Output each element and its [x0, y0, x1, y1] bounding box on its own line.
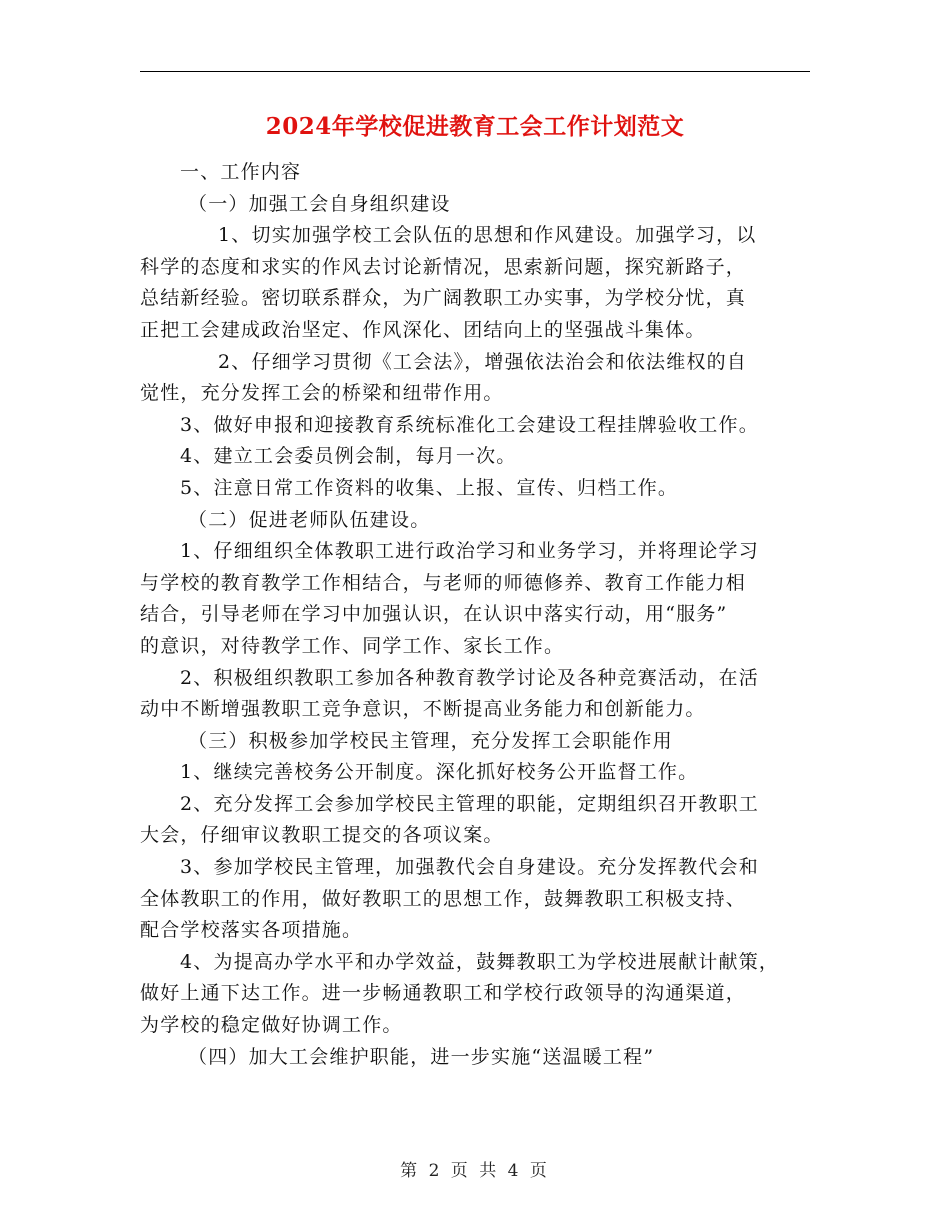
body-line: 正把工会建成政治坚定、作风深化、团结向上的坚强战斗集体。 [140, 318, 706, 341]
body-line: 一、工作内容 [180, 161, 302, 183]
body-line: （二）促进老师队伍建设。 [188, 508, 431, 531]
body-line: 动中不断增强教职工竞争意识，不断提高业务能力和创新能力。 [140, 698, 706, 721]
body-line: 2、积极组织教职工参加各种教育教学讨论及各种竞赛活动，在活 [180, 666, 759, 689]
body-line: 配合学校落实各项措施。 [140, 919, 363, 942]
body-line: 2、仔细学习贯彻《工会法》，增强依法治会和依法维权的自 [218, 350, 747, 373]
body-line: （四）加大工会维护职能，进一步实施“送温暖工程” [188, 1045, 655, 1068]
body-line: 1、切实加强学校工会队伍的思想和作风建设。加强学习，以 [218, 224, 757, 247]
body-line: 觉性，充分发挥工会的桥梁和纽带作用。 [140, 382, 504, 405]
body-line: 的意识，对待教学工作、同学工作、家长工作。 [140, 634, 565, 657]
document-body [140, 157, 812, 1073]
page-number: 第 2 页 共 4 页 [400, 1161, 550, 1181]
body-line: 为学校的稳定做好协调工作。 [140, 1014, 403, 1037]
body-line: 1、继续完善校务公开制度。深化抓好校务公开监督工作。 [180, 761, 699, 784]
body-line: 与学校的教育教学工作相结合，与老师的师德修养、教育工作能力相 [140, 571, 747, 594]
body-line: 4、为提高办学水平和办学效益，鼓舞教职工为学校进展献计献策， [180, 950, 780, 973]
body-line: 大会，仔细审议教职工提交的各项议案。 [140, 824, 504, 847]
body-line: 科学的态度和求实的作风去讨论新情况，思索新问题，探究新路子， [140, 255, 747, 278]
body-line: 做好上通下达工作。进一步畅通教职工和学校行政领导的沟通渠道， [140, 982, 747, 1005]
body-line: 3、做好申报和迎接教育系统标准化工会建设工程挂牌验收工作。 [180, 413, 759, 436]
body-line: （三）积极参加学校民主管理，充分发挥工会职能作用 [188, 729, 673, 752]
document-title: 2024年学校促进教育工会工作计划范文 [265, 113, 685, 140]
body-line: 2、充分发挥工会参加学校民主管理的职能，定期组织召开教职工 [180, 792, 759, 815]
body-line: 3、参加学校民主管理，加强教代会自身建设。充分发挥教代会和 [180, 856, 759, 879]
body-line: 5、注意日常工作资料的收集、上报、宣传、归档工作。 [180, 476, 679, 499]
body-line: 全体教职工的作用，做好教职工的思想工作，鼓舞教职工积极支持、 [140, 887, 747, 910]
header-rule [140, 71, 810, 72]
body-line: 结合，引导老师在学习中加强认识，在认识中落实行动，用“服务” [140, 603, 728, 626]
body-line: 总结新经验。密切联系群众，为广阔教职工办实事，为学校分忧，真 [140, 287, 747, 310]
body-line: （一）加强工会自身组织建设 [188, 192, 451, 215]
body-line: 4、建立工会委员例会制，每月一次。 [180, 445, 517, 468]
body-line: 1、仔细组织全体教职工进行政治学习和业务学习，并将理论学习 [180, 540, 759, 563]
